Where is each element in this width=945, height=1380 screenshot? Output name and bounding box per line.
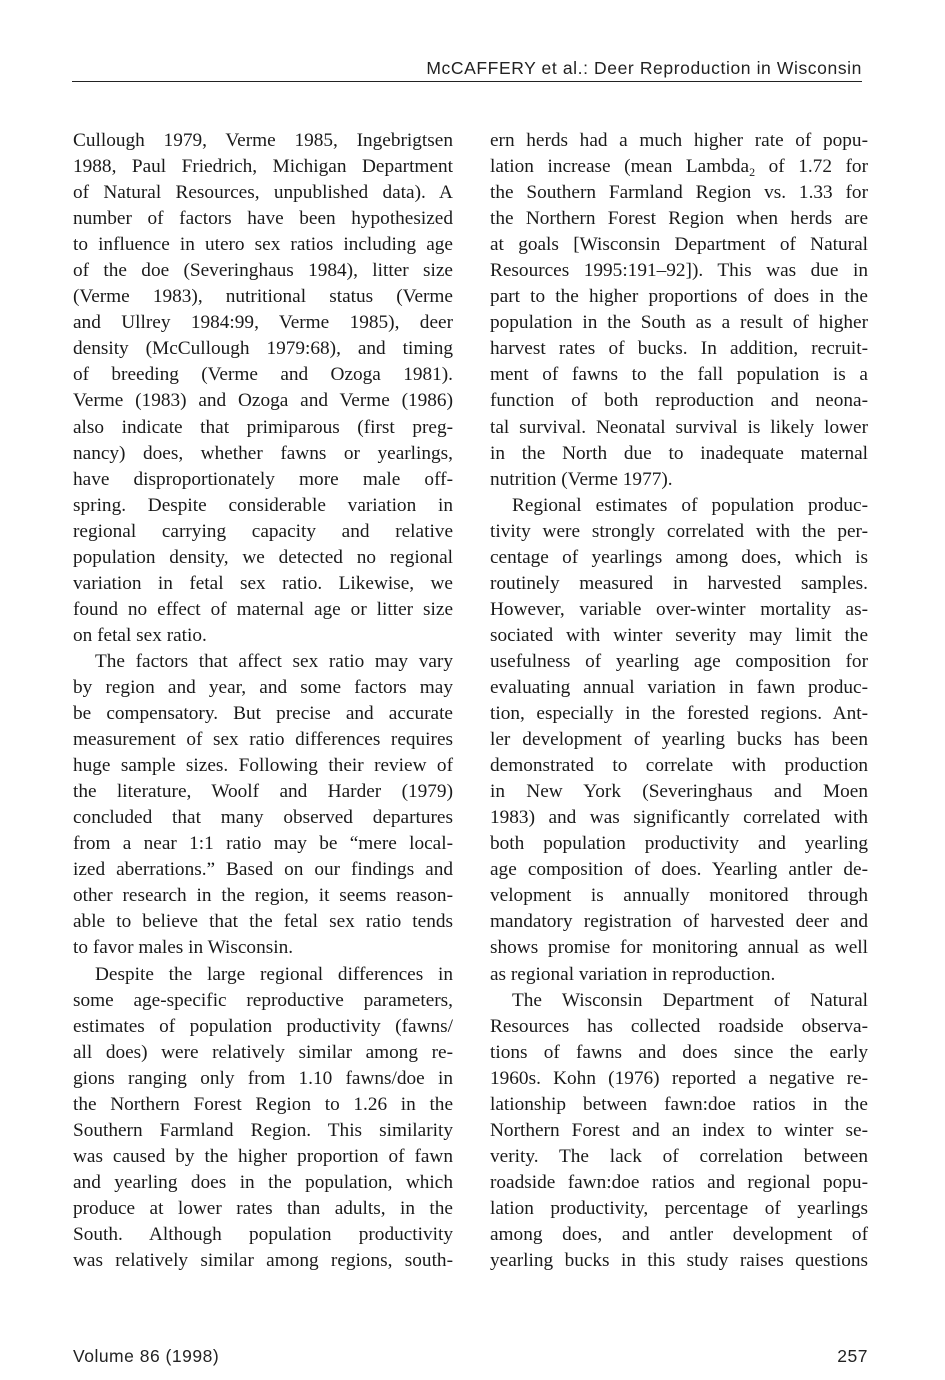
text-line: Despite the large regional differences in xyxy=(95,963,453,985)
text-line: to favor males in Wisconsin. xyxy=(73,937,294,959)
text-line: tions of fawns and does since the early xyxy=(490,1041,868,1063)
text-line: population in the South as a result of higher xyxy=(490,312,868,334)
right-column xyxy=(490,128,868,1274)
text-line: roadside fawn:doe ratios and regional popu- xyxy=(490,1171,868,1193)
text-line: the Northern Forest Region when herds are xyxy=(490,208,868,230)
text-line: velopment is annually monitored through xyxy=(490,885,868,907)
text-line: evaluating annual variation in fawn produc- xyxy=(490,676,868,698)
text-line: on fetal sex ratio. xyxy=(73,624,207,646)
text-line: of breeding (Verme and Ozoga 1981). xyxy=(73,364,453,386)
text-line: be compensatory. But precise and accurate xyxy=(73,703,453,725)
text-line: nancy) does, whether fawns or yearlings, xyxy=(73,442,453,464)
text-line: estimates of population productivity (fawns/ xyxy=(73,1015,453,1037)
text-line: both population productivity and yearling xyxy=(490,833,868,855)
text-line: measurement of sex ratio differences requires xyxy=(73,729,453,751)
text-line: ler development of yearling bucks has been xyxy=(490,729,868,751)
text-line: of Natural Resources, unpublished data). A xyxy=(73,182,453,204)
text-line: to influence in utero sex ratios including age xyxy=(73,234,453,256)
text-line: the Northern Forest Region to 1.26 in the xyxy=(73,1093,453,1115)
text-line: age composition of does. Yearling antler de- xyxy=(490,859,868,881)
text-line: The Wisconsin Department of Natural xyxy=(512,989,868,1011)
text-line: nutrition (Verme 1977). xyxy=(490,468,673,490)
text-line: South. Although population productivity xyxy=(73,1223,453,1245)
text-line: mandatory registration of harvested deer and xyxy=(490,911,868,933)
text-line: in New York (Severinghaus and Moen xyxy=(490,781,868,803)
text-line: the literature, Woolf and Harder (1979) xyxy=(73,781,453,803)
text-line: among does, and antler development of xyxy=(490,1223,868,1245)
text-line: The factors that affect sex ratio may vary xyxy=(95,650,453,672)
paragraph xyxy=(490,493,868,988)
text-line: was relatively similar among regions, south- xyxy=(73,1250,453,1272)
text-line: from a near 1:1 ratio may be “mere local- xyxy=(73,833,453,855)
text-line: lation productivity, percentage of yearlings xyxy=(490,1197,868,1219)
paragraph xyxy=(490,128,868,493)
text-line: able to believe that the fetal sex ratio tends xyxy=(73,911,453,933)
text-line: function of both reproduction and neona- xyxy=(490,390,868,412)
text-line: at goals [Wisconsin Department of Natural xyxy=(490,234,868,256)
text-line: and yearling does in the population, which xyxy=(73,1171,453,1193)
header-rule xyxy=(72,81,862,82)
text-line: in the North due to inadequate maternal xyxy=(490,442,868,464)
text-line: tal survival. Neonatal survival is likely lower xyxy=(490,416,868,438)
volume-label: Volume 86 (1998) xyxy=(73,1346,220,1366)
paragraph xyxy=(490,988,868,1275)
paragraph xyxy=(73,128,453,649)
text-line: sociated with winter severity may limit the xyxy=(490,624,868,646)
text-line: and Ullrey 1984:99, Verme 1985), deer xyxy=(73,312,453,334)
text-line: was caused by the higher proportion of fawn xyxy=(73,1145,453,1167)
text-line: routinely measured in harvested samples. xyxy=(490,572,868,594)
text-line: harvest rates of bucks. In addition, recruit- xyxy=(490,338,868,360)
running-head: McCAFFERY et al.: Deer Reproduction in Wisconsin xyxy=(426,58,862,78)
text-line: by region and year, and some factors may xyxy=(73,676,453,698)
text-line: Verme (1983) and Ozoga and Verme (1986) xyxy=(73,390,453,412)
text-line: Southern Farmland Region. This similarity xyxy=(73,1119,453,1141)
text-line: have disproportionately more male off- xyxy=(73,468,453,490)
text-line: usefulness of yearling age composition for xyxy=(490,650,868,672)
subscript: 2 xyxy=(749,165,756,180)
paragraph xyxy=(73,962,453,1275)
text-line: shows promise for monitoring annual as well xyxy=(490,937,868,959)
left-column xyxy=(73,128,453,1274)
text-line: tivity were strongly correlated with the per- xyxy=(490,520,868,542)
text-line: produce at lower rates than adults, in the xyxy=(73,1197,453,1219)
text-line: 1983) and was significantly correlated with xyxy=(490,807,868,829)
text-line: concluded that many observed departures xyxy=(73,807,453,829)
text-line: gions ranging only from 1.10 fawns/doe in xyxy=(73,1067,453,1089)
text-line: part to the higher proportions of does in the xyxy=(490,286,868,308)
paragraph xyxy=(73,649,453,962)
text-line: Regional estimates of population produc- xyxy=(512,494,868,516)
text-line: spring. Despite considerable variation in xyxy=(73,494,453,516)
text-line: 1988, Paul Friedrich, Michigan Department xyxy=(73,156,453,178)
text-line: lationship between fawn:doe ratios in the xyxy=(490,1093,868,1115)
text-line: However, variable over-winter mortality as- xyxy=(490,598,868,620)
text-line: huge sample sizes. Following their review of xyxy=(73,755,453,777)
text-line: ern herds had a much higher rate of popu- xyxy=(490,130,868,151)
text-line: population density, we detected no regional xyxy=(73,546,453,568)
text-line: yearling bucks in this study raises questions xyxy=(490,1250,868,1272)
text-line: 1960s. Kohn (1976) reported a negative re- xyxy=(490,1067,868,1089)
text-line: of the doe (Severinghaus 1984), litter size xyxy=(73,260,453,282)
text-line: number of factors have been hypothesized xyxy=(73,208,453,230)
text-line: other research in the region, it seems reason- xyxy=(73,885,453,907)
text-line: lation increase (mean Lambda$_2$ of 1.72 for xyxy=(490,156,868,180)
text-line: some age-specific reproductive parameters, xyxy=(73,989,453,1011)
text-line: variation in fetal sex ratio. Likewise, we xyxy=(73,572,453,594)
text-line: centage of yearlings among does, which is xyxy=(490,546,868,568)
text-line: regional carrying capacity and relative xyxy=(73,520,453,542)
text-line: ized aberrations.” Based on our findings and xyxy=(73,859,453,881)
text-line: as regional variation in reproduction. xyxy=(490,963,776,985)
text-line: the Southern Farmland Region vs. 1.33 for xyxy=(490,182,868,204)
text-line: Northern Forest and an index to winter se- xyxy=(490,1119,868,1141)
text-line: Cullough 1979, Verme 1985, Ingebrigtsen xyxy=(73,130,453,151)
page-number: 257 xyxy=(837,1346,868,1366)
text-line: also indicate that primiparous (first preg- xyxy=(73,416,453,438)
text-line: Resources 1995:191–92]). This was due in xyxy=(490,260,868,282)
text-line: density (McCullough 1979:68), and timing xyxy=(73,338,453,360)
text-line: tion, especially in the forested regions. Ant- xyxy=(490,703,868,725)
text-line: demonstrated to correlate with production xyxy=(490,755,868,777)
text-line: Resources has collected roadside observa- xyxy=(490,1015,868,1037)
text-line: (Verme 1983), nutritional status (Verme xyxy=(73,286,453,308)
text-line: ment of fawns to the fall population is a xyxy=(490,364,868,386)
text-line: found no effect of maternal age or litter size xyxy=(73,598,453,620)
text-line: all does) were relatively similar among re- xyxy=(73,1041,453,1063)
text-line: verity. The lack of correlation between xyxy=(490,1145,868,1167)
